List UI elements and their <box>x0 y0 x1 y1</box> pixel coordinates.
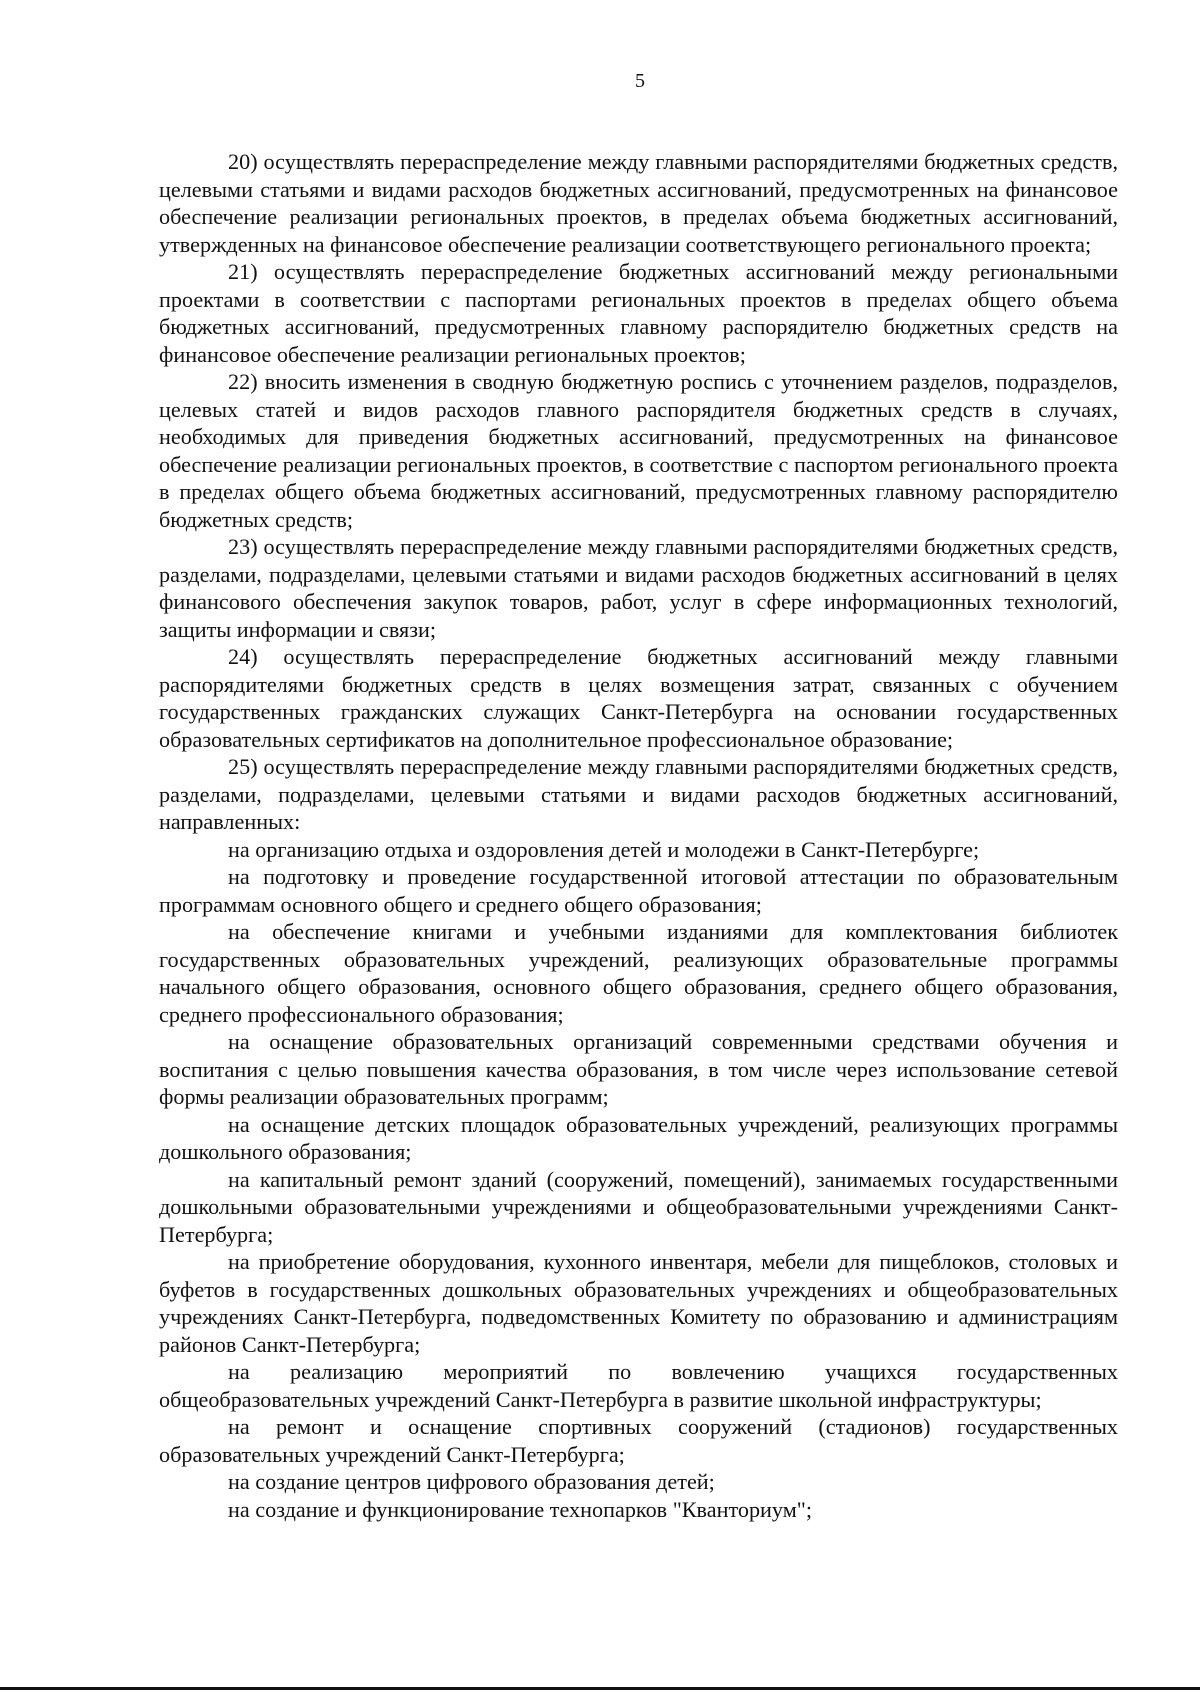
list-item-digital-centers: на создание центров цифрового образования детей; <box>228 1469 715 1494</box>
list-item-playgrounds: на оснащение детских площадок образовательных учреждений, реализующих программы дошкольного образования; <box>159 1111 1118 1164</box>
list-item-library-books: на обеспечение книгами и учебными изданиями для комплектования библиотек государственных образовательных учреждений, реализующих образовательные программы начального общего образования, основного общего образования, среднего общего образования, среднего профессионального образования; <box>159 919 1118 1027</box>
page-number: 5 <box>635 70 645 92</box>
document-body <box>159 148 1118 1523</box>
paragraph-item-21: 21) осуществлять перераспределение бюджетных ассигнований между региональными проектами в соответствии с паспортами региональных проектов в пределах общего объема бюджетных ассигнований, предусмотренных главному распорядителю бюджетных средств на финансовое обеспечение реализации региональных проектов; <box>159 259 1118 367</box>
paragraph-item-25: 25) осуществлять перераспределение между главными распорядителями бюджетных средств, разделами, подразделами, целевыми статьями и видами расходов бюджетных ассигнований, направленных: <box>159 754 1118 834</box>
list-item-sports-facilities: на ремонт и оснащение спортивных сооружений (стадионов) государственных образовательных учреждений Санкт-Петербурга; <box>159 1414 1118 1467</box>
list-item-kitchen-equipment: на приобретение оборудования, кухонного инвентаря, мебели для пищеблоков, столовых и буфетов в государственных дошкольных образовательных учреждениях и общеобразовательных учреждениях Санкт-Петербурга, подведомственных Комитету по образованию и администрациям районов Санкт-Петербурга; <box>159 1249 1118 1357</box>
paragraph-item-24: 24) осуществлять перераспределение бюджетных ассигнований между главными распорядителями бюджетных средств в целях возмещения затрат, связанных с обучением государственных гражданских служащих Санкт-Петербурга на основании государственных образовательных сертификатов на дополнительное профессиональное образование; <box>159 644 1118 752</box>
list-item-capital-repair: на капитальный ремонт зданий (сооружений, помещений), занимаемых государственными дошкольными образовательными учреждениями и общеобразовательными учреждениями Санкт-Петербурга; <box>159 1166 1118 1247</box>
paragraph-item-20: 20) осуществлять перераспределение между главными распорядителями бюджетных средств, целевыми статьями и видами расходов бюджетных ассигнований, предусмотренных на финансовое обеспечение реализации региональных проектов, в пределах объема бюджетных ассигнований, утвержденных на финансовое обеспечение реализации соответствующего регионального проекта; <box>159 149 1118 257</box>
list-item-equipment-teaching: на оснащение образовательных организаций современными средствами обучения и воспитания с целью повышения качества образования, в том числе через использование сетевой формы реализации образовательных программ; <box>159 1029 1118 1109</box>
paragraph-item-23: 23) осуществлять перераспределение между главными распорядителями бюджетных средств, разделами, подразделами, целевыми статьями и видами расходов бюджетных ассигнований в целях финансового обеспечения закупок товаров, работ, услуг в сфере информационных технологий, защиты информации и связи; <box>159 534 1118 642</box>
bottom-border-line <box>0 1687 1200 1690</box>
paragraph-item-22: 22) вносить изменения в сводную бюджетную роспись с уточнением разделов, подразделов, целевых статей и видов расходов главного распорядителя бюджетных средств в случаях, необходимых для приведения бюджетных ассигнований, предусмотренных на финансовое обеспечение реализации региональных проектов, в соответствие с паспортом регионального проекта в пределах общего объема бюджетных ассигнований, предусмотренных главному распорядителю бюджетных средств; <box>159 369 1118 532</box>
list-item-kvantorium: на создание и функционирование технопарков "Кванториум"; <box>228 1496 812 1522</box>
list-item-state-attestation: на подготовку и проведение государственной итоговой аттестации по образовательным программам основного общего и среднего общего образования; <box>159 864 1118 917</box>
list-item-recreation: на организацию отдыха и оздоровления детей и молодежи в Санкт-Петербурге; <box>228 836 980 862</box>
list-item-school-infrastructure: на реализацию мероприятий по вовлечению учащихся государственных общеобразовательных учреждений Санкт-Петербурга в развитие школьной инфраструктуры; <box>159 1359 1118 1412</box>
